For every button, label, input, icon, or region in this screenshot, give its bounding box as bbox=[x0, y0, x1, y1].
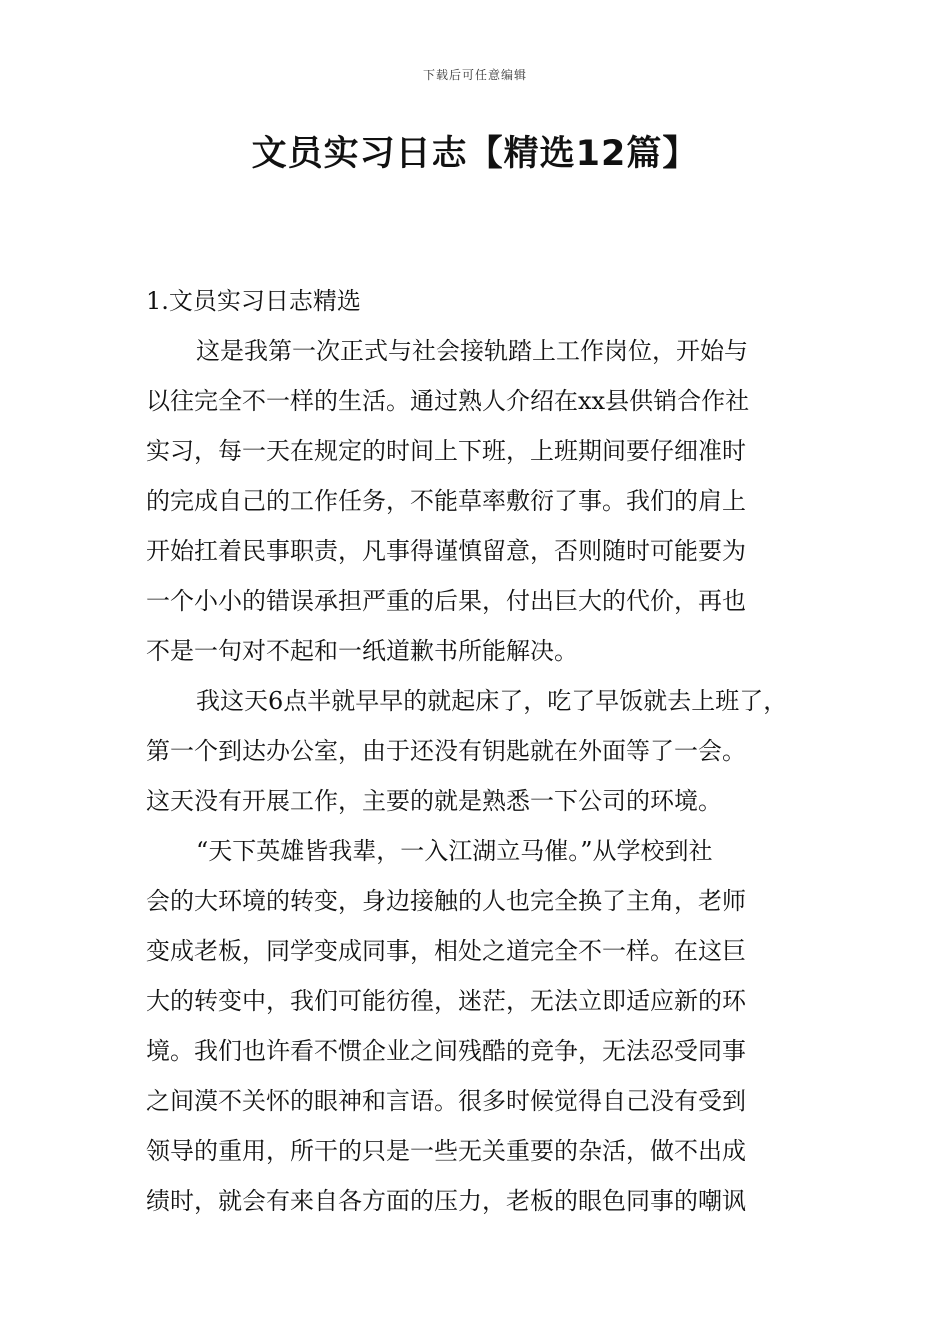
paragraph-line: 一个小小的错误承担严重的后果，付出巨大的代价，再也 bbox=[146, 587, 746, 615]
paragraph-line: 领导的重用，所干的只是一些无关重要的杂活，做不出成 bbox=[146, 1137, 746, 1165]
header-note: 下载后可任意编辑 bbox=[422, 68, 527, 82]
paragraph-2 bbox=[146, 676, 816, 826]
paragraph-line: 第一个到达办公室，由于还没有钥匙就在外面等了一会。 bbox=[146, 737, 746, 765]
paragraph-line: 的完成自己的工作任务，不能草率敷衍了事。我们的肩上 bbox=[146, 487, 746, 515]
document-title: 文员实习日志【精选12篇】 bbox=[251, 134, 699, 174]
paragraph-line: 我这天6点半就早早的就起床了，吃了早饭就去上班了， bbox=[196, 687, 788, 715]
paragraph-line: 以往完全不一样的生活。通过熟人介绍在xx县供销合作社 bbox=[146, 387, 750, 415]
paragraph-line: 实习，每一天在规定的时间上下班，上班期间要仔细准时 bbox=[146, 437, 746, 465]
paragraph-line: 变成老板，同学变成同事，相处之道完全不一样。在这巨 bbox=[146, 937, 746, 965]
paragraph-line: 境。我们也许看不惯企业之间残酷的竞争，无法忍受同事 bbox=[146, 1037, 746, 1065]
paragraph-line: 这是我第一次正式与社会接轨踏上工作岗位，开始与 bbox=[196, 337, 748, 365]
paragraph-line: 绩时，就会有来自各方面的压力，老板的眼色同事的嘲讽 bbox=[146, 1187, 746, 1215]
paragraph-line: 会的大环境的转变，身边接触的人也完全换了主角，老师 bbox=[146, 887, 746, 915]
paragraph-line: 开始扛着民事职责，凡事得谨慎留意，否则随时可能要为 bbox=[146, 537, 746, 565]
paragraph-line: 这天没有开展工作，主要的就是熟悉一下公司的环境。 bbox=[146, 787, 722, 815]
paragraph-1 bbox=[146, 326, 816, 676]
paragraph-line: 大的转变中，我们可能彷徨，迷茫，无法立即适应新的环 bbox=[146, 987, 746, 1015]
paragraph-3 bbox=[146, 826, 816, 1226]
paragraph-line: “天下英雄皆我辈，一入江湖立马催。”从学校到社 bbox=[196, 837, 713, 865]
document-body bbox=[146, 276, 816, 1226]
paragraph-line: 不是一句对不起和一纸道歉书所能解决。 bbox=[146, 637, 578, 665]
section-heading: 1.文员实习日志精选 bbox=[146, 287, 361, 315]
paragraph-line: 之间漠不关怀的眼神和言语。很多时候觉得自己没有受到 bbox=[146, 1087, 746, 1115]
